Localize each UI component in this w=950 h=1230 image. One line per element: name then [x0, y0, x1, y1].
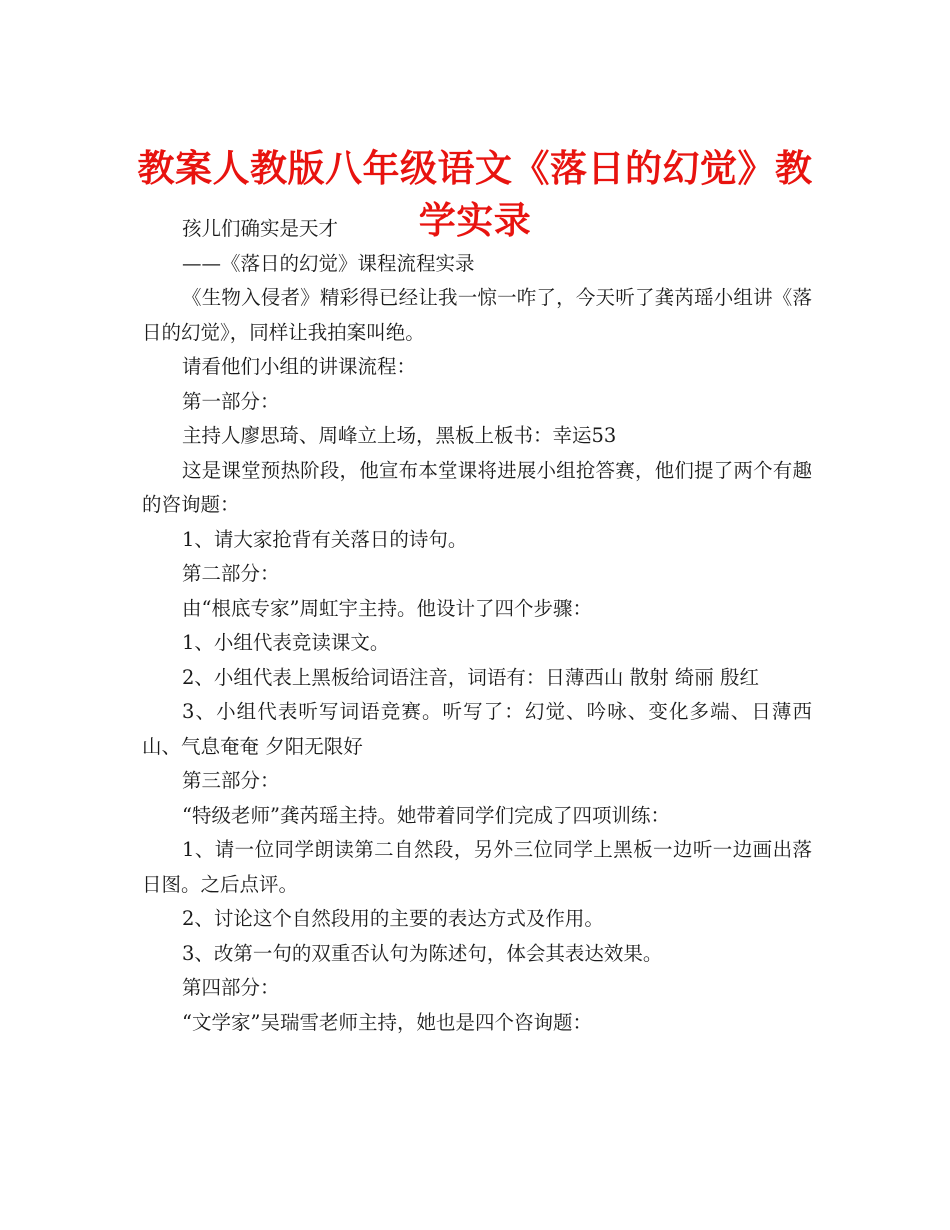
paragraph: 第三部分： — [182, 769, 280, 792]
paragraph: “特级老师”龚芮瑶主持。她带着同学们完成了四项训练： — [182, 803, 670, 827]
paragraph: 3、改第一句的双重否认句为陈述句，体会其表达效果。 — [182, 941, 663, 965]
paragraph: “文学家”吴瑞雪老师主持，她也是四个咨询题： — [182, 1010, 592, 1034]
paragraph: 2、小组代表上黑板给词语注音，词语有：日薄西山 散射 绮丽 殷红 — [182, 665, 760, 689]
paragraph: 1、小组代表竞读课文。 — [182, 631, 390, 654]
paragraph: 这是课堂预热阶段，他宣布本堂课将进展小组抢答赛，他们提了两个有趣的咨询题： — [142, 458, 812, 516]
document-body — [142, 212, 812, 1040]
paragraph: 第二部分： — [182, 562, 280, 585]
paragraph: 孩儿们确实是天才 — [182, 217, 339, 240]
paragraph: 1、请大家抢背有关落日的诗句。 — [182, 527, 468, 551]
paragraph: 主持人廖思琦、周峰立上场，黑板上板书：幸运53 — [182, 424, 617, 447]
paragraph: 请看他们小组的讲课流程： — [182, 355, 417, 378]
paragraph: 第四部分： — [182, 976, 280, 999]
paragraph: 3、小组代表听写词语竞赛。听写了：幻觉、吟咏、变化多端、日薄西山、气息奄奄 夕阳无限好 — [142, 700, 812, 758]
paragraph: 第一部分： — [182, 389, 280, 413]
paragraph: 2、讨论这个自然段用的主要的表达方式及作用。 — [182, 907, 604, 930]
paragraph: 1、请一位同学朗读第二自然段，另外三位同学上黑板一边听一边画出落日图。之后点评。 — [142, 838, 812, 896]
document-title: 教案人教版八年级语文《落日的幻觉》教学实录 — [137, 146, 813, 242]
paragraph: 由“根底专家”周虹宇主持。他设计了四个步骤： — [182, 596, 592, 620]
paragraph: ——《落日的幻觉》课程流程实录 — [182, 251, 475, 275]
paragraph: 《生物入侵者》精彩得已经让我一惊一咋了，今天听了龚芮瑶小组讲《落日的幻觉》，同样让我拍案叫绝。 — [142, 286, 812, 344]
